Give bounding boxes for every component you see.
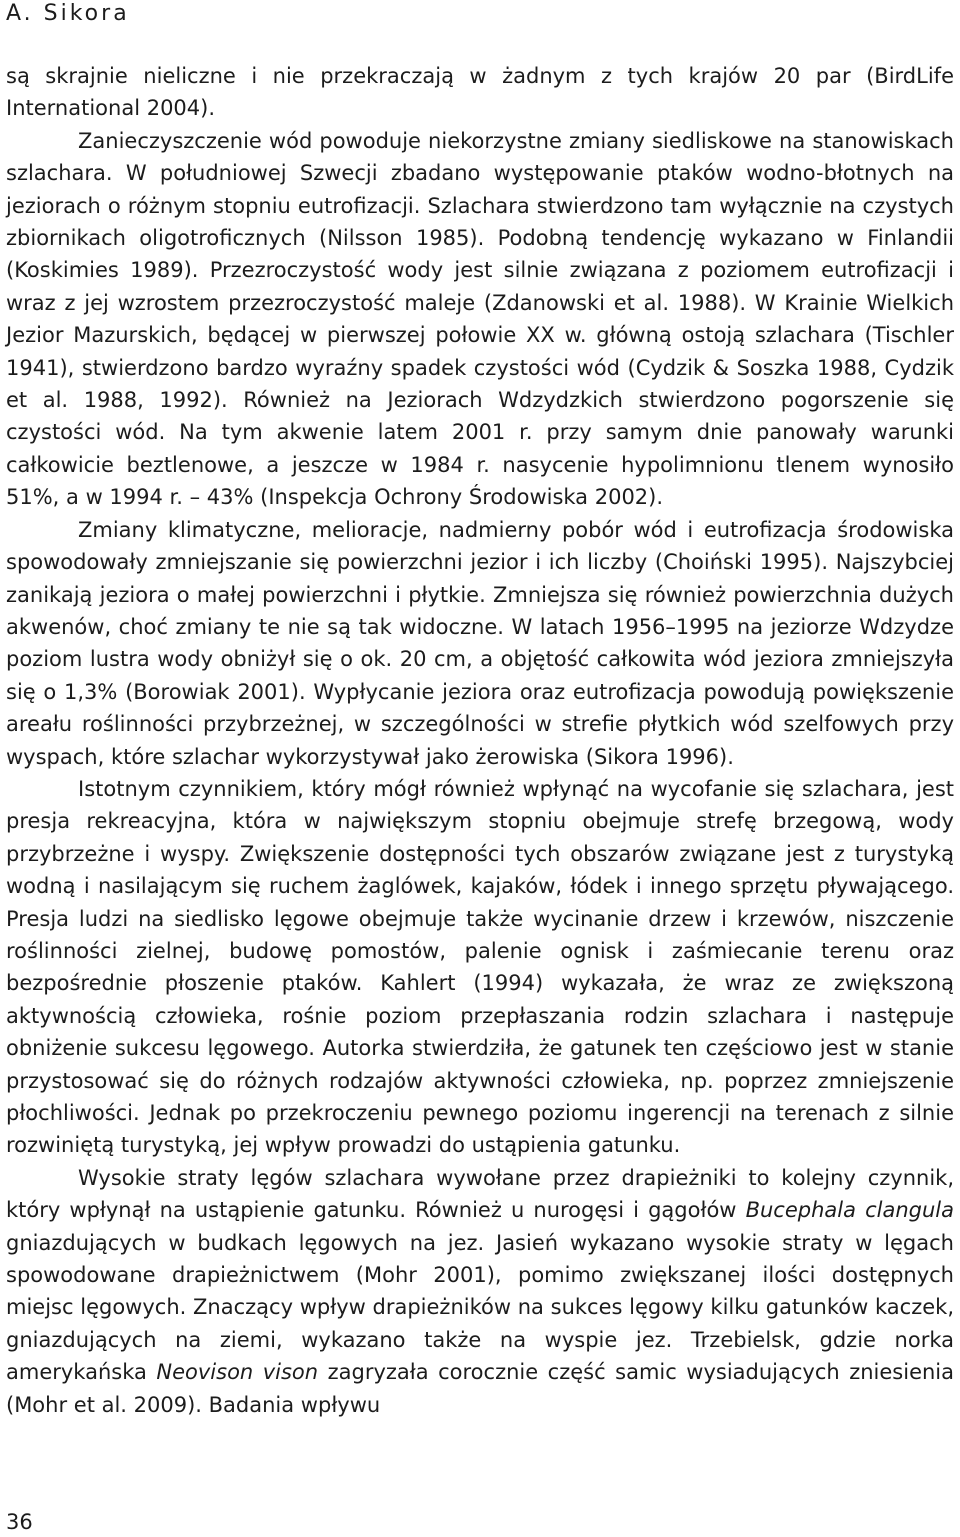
paragraph-water-pollution: Zanieczyszczenie wód powoduje niekorzystne zmiany siedliskowe na stanowiskach szlachara. W południowej Szwecji zbadano występowanie ptaków wodno-błotnych na jeziorach o różnym stopniu eutrofizacji. Szlachara stwierdzono tam wyłącznie na czystych zbiornikach oligotroficznych (Nilsson 1985). Podobną tendencję wykazano w Finlandii (Koskimies 1989). Przezroczystość wody jest silnie związana z poziomem eutrofizacji i wraz z jej wzrostem przezroczystość maleje (Zdanowski et al. 1988). W Krainie Wielkich Jezior Mazurskich, będącej w pierwszej połowie XX w. główną ostoją szlachara (Tischler 1941), stwierdzono bardzo wyraźny spadek czystości wód (Cydzik & Soszka 1988, Cydzik et al. 1988, 1992). Również na Jeziorach Wdzydzkich stwierdzono pogorszenie się czystości wód. Na tym akwenie latem 2001 r. przy samym dnie panowały warunki całkowicie beztlenowe, a jeszcze w 1984 r. nasycenie hypolimnionu tlenem wynosiło 51%, a w 1994 r. – 43% (Inspekcja Ochrony Środowiska 2002). bbox=[6, 128, 954, 510]
paragraph-predation bbox=[6, 1162, 954, 1421]
predation-text-part-2: gniazdujących w budkach lęgowych na jez. Jasień wykazano wysokie straty w lęgach spowodowane drapieżnictwem (Mohr 2001), pomimo zwiększanej ilości dostępnych miejsc lęgowych. Znaczący wpływ drapieżników na sukces lęgowy kilku gatunków kaczek, gniazdujących na ziemi, wykazano także na wyspie jez. Trzebielsk, gdzie norka amerykańska bbox=[6, 1230, 954, 1385]
predation-text-part-1: Wysokie straty lęgów szlachara wywołane przez drapieżniki to kolejny czynnik, który wpłynął na ustąpienie gatunku. Również u nurogęsi i gągołów bbox=[6, 1165, 954, 1223]
paragraph-recreation-pressure: Istotnym czynnikiem, który mógł również wpłynąć na wycofanie się szlachara, jest presja rekreacyjna, która w największym stopniu obejmuje strefę brzegową, wody przybrzeżne i wyspy. Zwiększenie dostępności tych obszarów związane jest z turystyką wodną i nasilającym się ruchem żaglówek, kajaków, łódek i innego sprzętu pływającego. Presja ludzi na siedlisko lęgowe obejmuje także wycinanie drzew i krzewów, niszczenie roślinności zielnej, budowę pomostów, palenie ognisk i zaśmiecanie terenu oraz bezpośrednie płoszenie ptaków. Kahlert (1994) wykazała, że wraz ze zwiększoną aktywnością człowieka, rośnie poziom przepłaszania rodzin szlachara i następuje obniżenie sukcesu lęgowego. Autorka stwierdziła, że gatunek ten częściowo jest w stanie przystosować się do różnych rodzajów aktywności człowieka, np. poprzez zmniejszenie płochliwości. Jednak po przekroczeniu pewnego poziomu ingerencji na terenach z silnie rozwiniętą turystyką, jej wpływ prowadzi do ustąpienia gatunku. bbox=[6, 776, 954, 1158]
running-head: A. Sikora bbox=[6, 1, 130, 26]
species-name-bucephala: Bucephala clangula bbox=[745, 1198, 954, 1223]
predation-text-part-3: zagryzała corocznie część samic wysiadujących zniesienia (Mohr et al. 2009). Badania wpływu bbox=[6, 1360, 954, 1417]
article-body bbox=[6, 60, 954, 1421]
page-number: 36 bbox=[6, 1510, 33, 1534]
paragraph-continuation: są skrajnie nieliczne i nie przekraczają w żadnym z tych krajów 20 par (BirdLife International 2004). bbox=[6, 64, 954, 121]
paragraph-climate-changes: Zmiany klimatyczne, melioracje, nadmierny pobór wód i eutrofizacja środowiska spowodowały zmniejszanie się powierzchni jezior i ich liczby (Choiński 1995). Najszybciej zanikają jeziora o małej powierzchni i płytkie. Zmniejsza się również powierzchnia dużych akwenów, choć zmiany te nie są tak widoczne. W latach 1956–1995 na jeziorze Wdzydze poziom lustra wody obniżył się o ok. 20 cm, a objętość całkowita wód jeziora zmniejszyła się o 1,3% (Borowiak 2001). Wypłycanie jeziora oraz eutrofizacja powodują powiększenie areału roślinności przybrzeżnej, w szczególności w strefie płytkich wód szelfowych przy wyspach, które szlachar wykorzystywał jako żerowiska (Sikora 1996). bbox=[6, 517, 954, 769]
species-name-neovison: Neovison vison bbox=[156, 1360, 319, 1385]
